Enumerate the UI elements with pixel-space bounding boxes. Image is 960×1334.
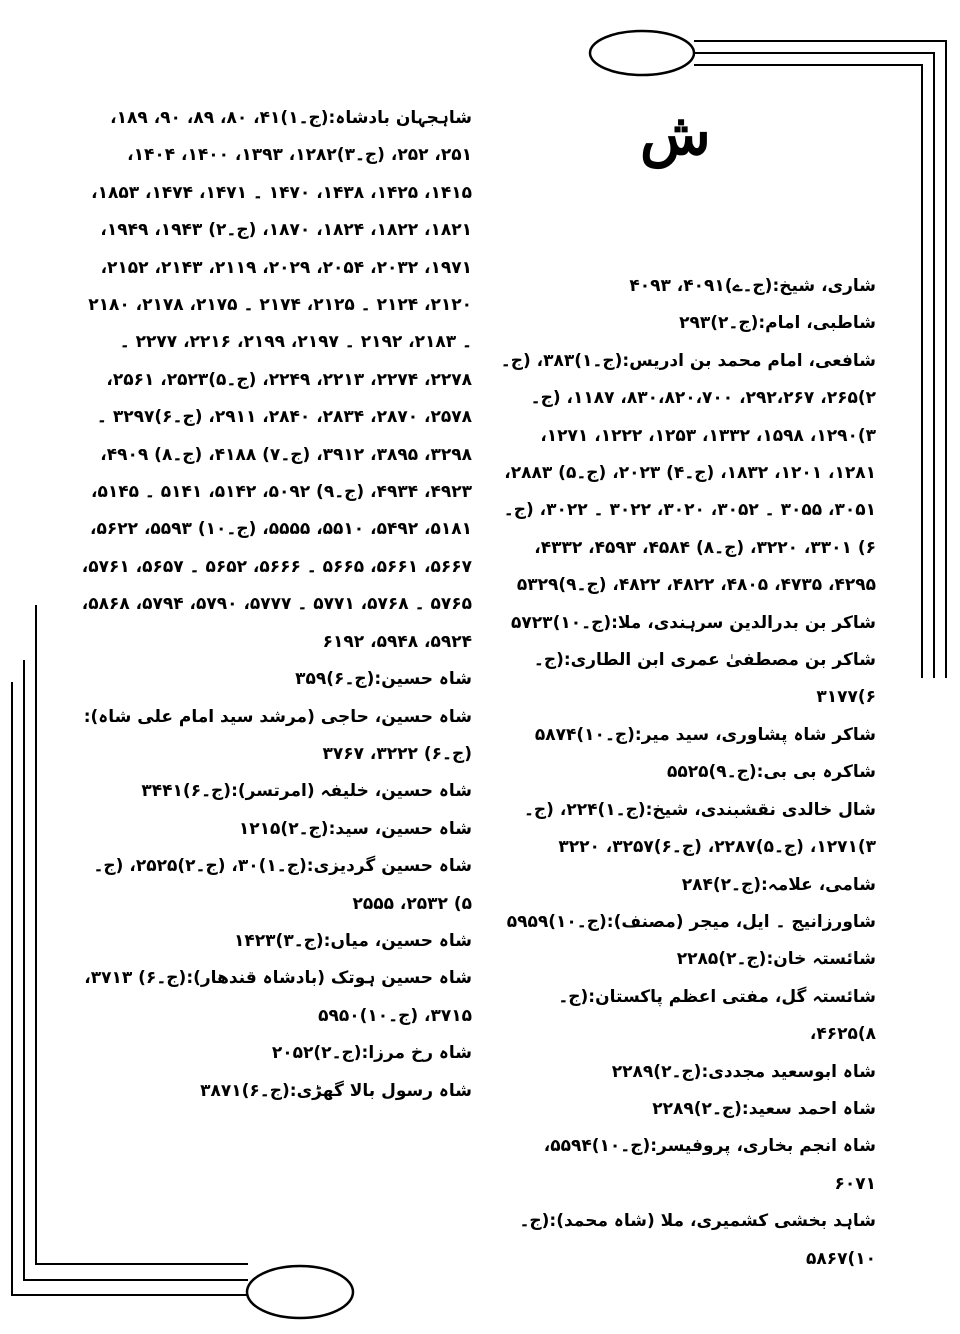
- index-entry: شاطبی، امام:(ج۔۲)۲۹۳: [679, 313, 876, 334]
- index-entry: شافعی، امام محمد بن ادریس:(ج۔۱)۳۸۳، (ج۔۲)۲۶۵، ۲۹۲،۲۶۷، ۸۳۰،۸۲۰،۷۰۰، ۱۱۸۷، (ج۔۳)۱۲۹۰، ۱۵۹۸، ۱۳۳۲، ۱۲۵۳، ۱۲۲۲، ۱۲۷۱، ۱۲۸۱، ۱۲۰۱، ۱۸۳۲، (ج۔۴) ۲۰۲۳، (ج۔۵) ۲۸۸۳، ۳۰۵۱، ۳۰۵۵ ۔ ۳۰۵۲، ۳۰۲۰، ۳۰۲۲ ۔ ۳۰۲۲، (ج۔۶) ۳۳۰۱، ۳۲۲۰، (ج۔۸) ۴۵۸۴، ۴۵۹۳، ۴۳۳۲، ۴۲۹۵، ۴۷۳۵، ۴۸۰۵، ۴۸۲۲، ۴۸۲۲، (ج۔۹)۵۳۲۹: [500, 350, 876, 596]
- index-entry: شال خالدی نقشبندی، شیخ:(ج۔۱)۲۲۴، (ج۔۳)۱۲۷۱، (ج۔۵)۲۲۸۷، (ج۔۶)۳۲۵۷، ۳۲۲۰: [523, 799, 876, 858]
- index-entry: شاکر شاہ پشاوری، سید میر:(ج۔۱۰)۵۸۷۴: [534, 724, 876, 745]
- index-entry: شاہ حسین، میاں:(ج۔۳)۱۴۲۳: [234, 930, 472, 951]
- index-entry: شاہد بخشی کشمیری، ملا (شاہ محمد):(ج۔۱۰)۵۸۶۷: [519, 1211, 876, 1269]
- top-oval-ornament: [590, 31, 694, 75]
- index-entry: شاہ حسین، حاجی (مرشد سید امام علی شاہ):(ج۔۶) ۳۲۲۲، ۳۷۶۷: [83, 706, 472, 764]
- index-entry: شاری، شیخ:(ج۔ے)۴۰۹۱، ۴۰۹۳: [629, 276, 876, 296]
- index-entry: شاہ حسین ہوتک (بادشاہ قندھار):(ج۔۶) ۳۷۱۳، ۳۷۱۵، (ج۔۱۰)۵۹۵۰: [84, 968, 472, 1026]
- index-column-right: [498, 268, 876, 1278]
- index-entry: شامی، علامہ:(ج۔۲)۲۸۴: [681, 874, 876, 895]
- index-entry: شائستہ گل، مفتی اعظم پاکستان:(ج۔۸)۴۶۲۵،: [558, 986, 876, 1045]
- index-entry: شاہ ابوسعید مجددی:(ج۔۲)۲۲۸۹: [611, 1061, 876, 1082]
- index-entry: شاہ رخ مرزا:(ج۔۲)۲۰۵۲: [271, 1043, 472, 1064]
- bottom-oval-ornament: [247, 1266, 353, 1318]
- index-entry: شاہجہان بادشاہ:(ج۔۱)۴۱، ۸۰، ۸۹، ۹۰، ۱۸۹، ۲۵۱، ۲۵۲، (ج۔۳)۱۲۸۲، ۱۳۹۳، ۱۴۰۰، ۱۴۰۴، ۱۴۱۵، ۱۴۲۵، ۱۴۳۸، ۱۴۷۰ ۔ ۱۴۷۱، ۱۴۷۴، ۱۸۵۳، ۱۸۲۱، ۱۸۲۲، ۱۸۲۴، ۱۸۷۰، (ج۔۲) ۱۹۴۳، ۱۹۴۹، ۱۹۷۱، ۲۰۳۲، ۲۰۵۴، ۲۰۲۹، ۲۱۱۹، ۲۱۴۳، ۲۱۵۲، ۲۱۲۰، ۲۱۲۴ ۔ ۲۱۲۵، ۲۱۷۴ ۔ ۲۱۷۵، ۲۱۷۸، ۲۱۸۰ ۔ ۲۱۸۳، ۲۱۹۲ ۔ ۲۱۹۷، ۲۱۹۹، ۲۲۱۶، ۲۲۷۷ ۔ ۲۲۷۸، ۲۲۷۴، ۲۲۱۳، ۲۲۴۹، (ج۔۵)۲۵۲۳، ۲۵۶۱، ۲۵۷۸، ۲۸۷۰، ۲۸۳۴، ۲۸۴۰، ۲۹۱۱، (ج۔۶)۳۲۹۷ ۔ ۳۲۹۸، ۳۸۹۵، ۳۹۱۲، (ج۔۷) ۴۱۸۸، (ج۔۸) ۴۹۰۹، ۴۹۲۳، ۴۹۳۴، (ج۔۹) ۵۰۹۲، ۵۱۴۲، ۵۱۴۱ ۔ ۵۱۴۵، ۵۱۸۱، ۵۴۹۲، ۵۵۱۰، ۵۵۵۵، (ج۔۱۰) ۵۵۹۳، ۵۶۲۲، ۵۶۶۷، ۵۶۶۱، ۵۶۶۵ ۔ ۵۶۶۶، ۵۶۵۲ ۔ ۵۶۵۷، ۵۷۶۱، ۵۷۶۵ ۔ ۵۷۶۸، ۵۷۷۱ ۔ ۵۷۷۷، ۵۷۹۰، ۵۷۹۴، ۵۸۶۸، ۵۹۲۴، ۵۹۴۸، ۶۱۹۲: [81, 108, 472, 652]
- index-entry: شاورزانیج ۔ ایل، میجر (مصنف):(ج۔۱۰)۵۹۵۹: [506, 911, 876, 932]
- index-entry: شاہ حسین:(ج۔۶)۳۵۹: [295, 669, 472, 690]
- index-entry: شاہ رسول بالا گھڑی:(ج۔۶)۳۸۷۱: [200, 1080, 472, 1101]
- index-entry: شاہ حسین، سید:(ج۔۲)۱۲۱۵: [238, 818, 472, 839]
- index-entry: شاکرہ بی بی:(ج۔۹)۵۵۲۵: [667, 762, 876, 783]
- index-entry: شاہ احمد سعید:(ج۔۲)۲۲۸۹: [652, 1098, 876, 1119]
- index-entry: شائستہ خان:(ج۔۲)۲۲۸۵: [676, 949, 876, 970]
- index-entry: شاکر بن مصطفیٰ عمری ابن الطاری:(ج۔۶)۳۱۷۷: [533, 650, 876, 708]
- index-entry: شاہ انجم بخاری، پروفیسر:(ج۔۱۰)۵۵۹۴، ۶۰۷۱: [543, 1136, 876, 1194]
- index-entry: شاہ حسین، خلیفہ (امرتسر):(ج۔۶)۳۴۴۱: [141, 781, 472, 802]
- section-letter: ش: [640, 100, 711, 168]
- index-column-left: [80, 100, 472, 1110]
- index-entry: شاکر بن بدرالدین سرہندی، ملا:(ج۔۱۰)۵۷۲۳: [511, 612, 876, 633]
- index-entry: شاہ حسین گردیزی:(ج۔۱)۳۰، (ج۔۲)۲۵۲۵، (ج۔۵) ۲۵۳۲، ۲۵۵۵: [93, 856, 472, 914]
